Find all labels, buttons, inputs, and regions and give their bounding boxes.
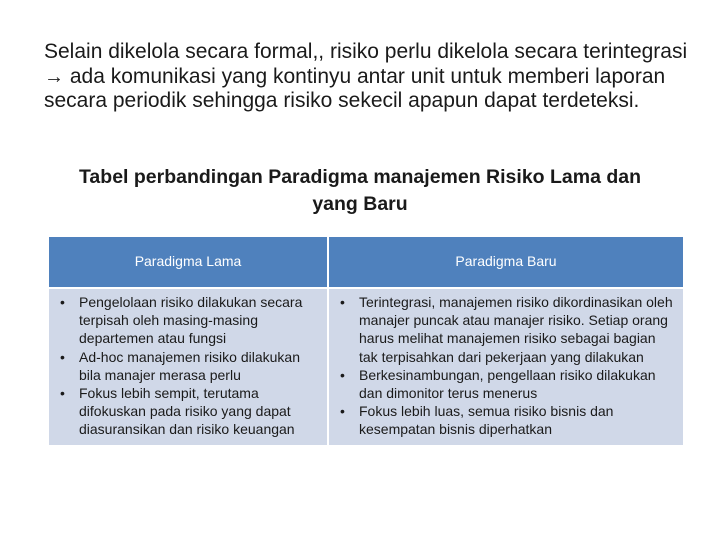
cell-paradigma-lama [49, 287, 329, 445]
bullet-icon: • [60, 385, 65, 402]
baru-bullet-list [335, 293, 673, 439]
arrow-right-icon: → [44, 65, 64, 88]
bullet-icon: • [340, 366, 345, 383]
list-item-text: Berkesinambungan, pengellaan risiko dilakukan dan dimonitor terus menerus [359, 366, 656, 402]
intro-text-part2: ada komunikasi yang kontinyu antar unit untuk memberi laporan secara periodik sehingga risiko sekecil apapun dapat terdeteksi. [44, 64, 666, 112]
table-header-row [49, 237, 683, 287]
list-item-text: Fokus lebih luas, semua risiko bisnis dan kesempatan bisnis diperhatkan [359, 403, 614, 438]
list-item [55, 293, 317, 348]
header-paradigma-baru: Paradigma Baru [329, 237, 683, 287]
bullet-icon: • [340, 294, 345, 310]
intro-text-part1: Selain dikelola secara formal,, risiko perlu dikelola secara terintegrasi [44, 40, 688, 63]
list-item-text: Terintegrasi, manajemen risiko dikordinasikan oleh manajer puncak atau manajer risiko. Setiap orang harus melihat manajemen risiko sebagai bagian tak terpisahkan dari pekerjaan yang dilakukan [359, 294, 673, 365]
header-paradigma-lama: Paradigma Lama [49, 237, 329, 287]
bullet-icon: • [340, 403, 345, 420]
intro-paragraph [44, 40, 694, 114]
list-item-text: Pengelolaan risiko dilakukan secara terpisah oleh masing-masing departemen atau fungsi [79, 294, 303, 347]
lama-bullet-list [55, 293, 317, 439]
list-item [55, 348, 317, 384]
list-item-text: Fokus lebih sempit, terutama difokuskan pada risiko yang dapat diasuransikan dan risiko keuangan [79, 385, 295, 438]
table-caption [40, 164, 680, 218]
table-row [49, 287, 683, 445]
list-item [335, 402, 673, 438]
bullet-icon: • [60, 294, 65, 310]
caption-line-1: Tabel perbandingan Paradigma manajemen Risiko Lama dan [78, 166, 642, 188]
comparison-table [49, 237, 683, 445]
list-item [55, 384, 317, 439]
caption-line-2: yang Baru [312, 193, 408, 215]
list-item [335, 293, 673, 366]
bullet-icon: • [60, 348, 65, 365]
list-item [335, 366, 673, 402]
list-item-text: Ad-hoc manajemen risiko dilakukan bila manajer merasa perlu [79, 348, 300, 383]
cell-paradigma-baru [329, 287, 683, 445]
